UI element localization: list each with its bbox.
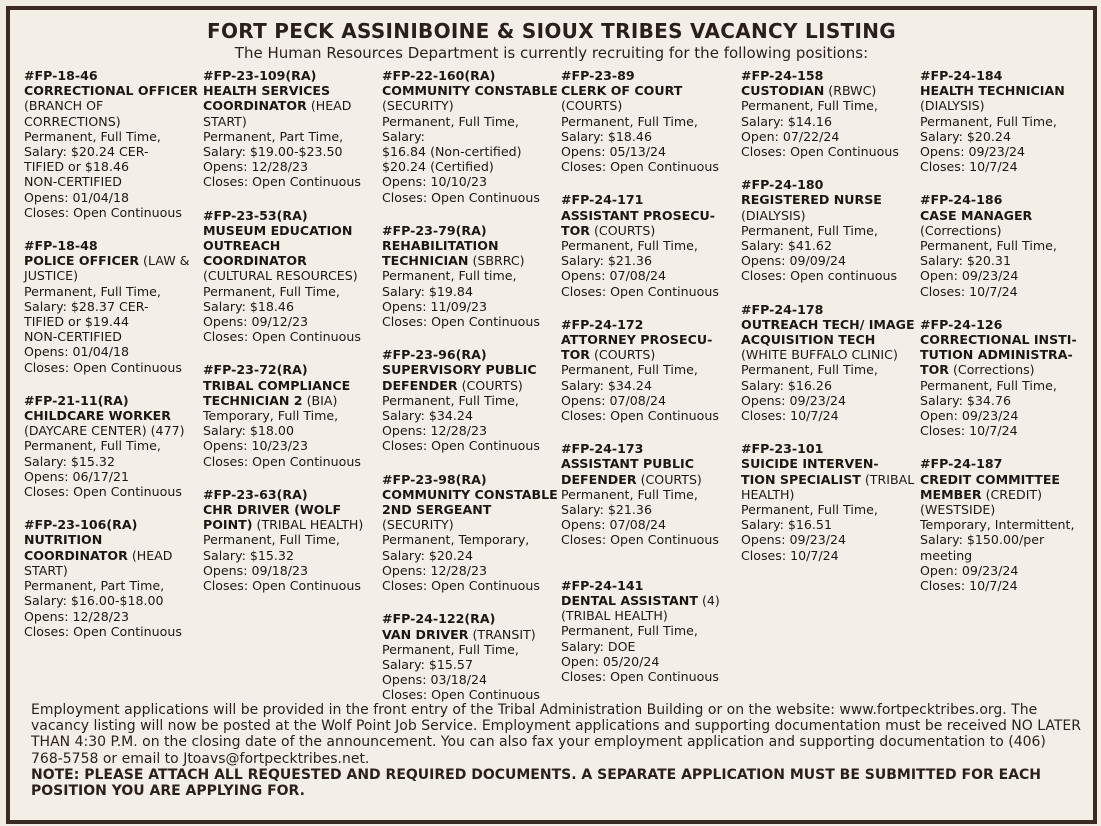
job-listing (382, 223, 558, 329)
job-heading (741, 317, 917, 363)
job-detail: Closes: Open Continuous (24, 359, 182, 375)
job-code: #FP-24-187 (920, 456, 1003, 472)
job-detail: Opens: 12/28/23 (382, 562, 488, 578)
job-detail: Permanent, Full Time, (920, 377, 1057, 393)
job-department: (CULTURAL RESOURCES) (203, 268, 358, 284)
job-detail: Closes: Open Continuous (561, 408, 719, 424)
job-detail: Opens: 09/23/24 (741, 532, 847, 548)
job-detail: Salary: $20.24 (920, 128, 1011, 144)
job-title: MUSEUM EDUCATION OUTREACH COORDINATOR (203, 222, 353, 269)
job-detail: Salary: $20.24 (382, 547, 473, 563)
job-title: CLERK OF COURT (561, 83, 683, 99)
job-title: ASSISTANT PROSECU- TOR (561, 207, 715, 238)
job-detail: Closes: Open Continuous (24, 204, 182, 220)
job-code: #FP-23-96(RA) (382, 347, 487, 363)
job-heading (382, 627, 558, 642)
job-detail: Salary: $19.00-$23.50 (203, 144, 343, 160)
job-detail: Permanent, Full Time, (203, 532, 340, 548)
job-heading (382, 83, 558, 113)
job-detail: Opens: 12/28/23 (24, 608, 130, 624)
job-heading (920, 472, 1088, 518)
job-detail: Opens: 07/08/24 (561, 392, 667, 408)
job-detail: Salary: $16.51 (741, 517, 832, 533)
job-department: (4) (TRIBAL HEALTH) (561, 592, 720, 624)
job-title: OUTREACH TECH/ IMAGE ACQUISITION TECH (741, 316, 915, 348)
job-title: SUICIDE INTERVEN- TION SPECIALIST (741, 456, 879, 487)
job-detail: Salary: $150.00/per (920, 532, 1045, 548)
job-detail: Permanent, Full Time, (203, 283, 340, 299)
job-code: #FP-24-172 (561, 316, 644, 332)
job-detail: meeting (920, 547, 973, 563)
job-detail: Permanent, Full time, (382, 268, 517, 284)
job-detail: Salary: $18.00 (203, 423, 294, 439)
job-title: REGISTERED NURSE (741, 192, 882, 208)
job-detail: Closes: Open Continuous (382, 438, 540, 454)
job-title: CHILDCARE WORKER (24, 408, 171, 424)
job-code: #FP-23-72(RA) (203, 362, 308, 378)
job-detail: NON-CERTIFIED (24, 329, 122, 345)
job-detail: Opens: 01/04/18 (24, 344, 130, 360)
job-code: #FP-23-53(RA) (203, 207, 308, 223)
job-detail: Permanent, Full Time, (561, 238, 698, 254)
job-detail: Permanent, Full Time, (382, 113, 519, 129)
job-department: (BIA) (306, 392, 338, 408)
job-detail: Open: 07/22/24 (741, 128, 840, 144)
column-2 (203, 68, 379, 593)
job-detail: Permanent, Full Time, (741, 362, 878, 378)
job-title: CREDIT COMMITTEE MEMBER (920, 471, 1061, 502)
job-title: ASSISTANT PUBLIC DEFENDER (561, 456, 694, 487)
job-detail: Salary: $21.36 (561, 502, 652, 518)
job-code: #FP-18-48 (24, 238, 98, 254)
column-4 (561, 68, 737, 684)
job-detail: Closes: Open Continuous (24, 623, 182, 639)
job-detail: Salary: $16.00-$18.00 (24, 593, 164, 609)
job-listing (561, 578, 737, 684)
job-detail: Salary: $21.36 (561, 253, 652, 269)
job-listing (382, 68, 558, 205)
job-department: (SECURITY) (382, 517, 454, 533)
job-detail: Closes: 10/7/24 (741, 408, 839, 424)
job-department: (TRANSIT) (472, 626, 536, 642)
job-department: (BRANCH OF CORRECTIONS) (24, 98, 121, 129)
job-title: CHR DRIVER (WOLF POINT) (203, 502, 342, 533)
job-detail: Opens: 07/08/24 (561, 268, 667, 284)
job-detail: Permanent, Full Time, (920, 238, 1057, 254)
job-department: (HEAD START) (203, 98, 352, 129)
job-detail: Permanent, Full Time, (24, 283, 161, 299)
job-code: #FP-24-122(RA) (382, 611, 496, 627)
job-heading (203, 502, 379, 532)
job-code: #FP-24-158 (741, 68, 824, 83)
job-heading (920, 83, 1088, 113)
job-detail: Opens: 09/18/23 (203, 562, 309, 578)
job-code: #FP-24-178 (741, 301, 824, 317)
job-department: (COURTS) (561, 98, 623, 114)
job-detail: Permanent, Part Time, (203, 128, 344, 144)
job-detail: Permanent, Full Time, (561, 113, 698, 129)
job-heading (561, 593, 737, 623)
job-title: HEALTH TECHNICIAN (920, 83, 1065, 99)
job-detail: Closes: Open Continuous (382, 687, 540, 703)
job-code: #FP-23-98(RA) (382, 471, 487, 487)
job-detail: Salary: $20.24 CER- (24, 144, 149, 160)
job-title: CUSTODIAN (741, 83, 825, 99)
job-code: #FP-23-109(RA) (203, 68, 317, 83)
job-department: (DIALYSIS) (741, 207, 806, 223)
job-detail: Closes: Open Continuous (203, 329, 361, 345)
job-detail: Permanent, Full Time, (741, 98, 878, 114)
job-detail: Closes: Open Continuous (741, 144, 899, 160)
job-detail: Permanent, Full Time, (24, 438, 161, 454)
job-code: #FP-24-184 (920, 68, 1003, 83)
job-detail: Closes: Open Continuous (203, 453, 361, 469)
job-detail: Opens: 06/17/21 (24, 468, 130, 484)
job-code: #FP-22-160(RA) (382, 68, 496, 83)
listing-frame (6, 6, 1097, 824)
job-detail: Salary: $15.32 (203, 547, 294, 563)
job-heading (24, 253, 200, 283)
job-detail: Closes: 10/7/24 (920, 283, 1018, 299)
job-title: HEALTH SERVICES COORDINATOR (203, 83, 331, 114)
job-listing (561, 192, 737, 298)
job-department: (HEAD START) (24, 547, 173, 578)
job-department: (SBRRC) (472, 253, 525, 269)
job-listing (24, 68, 200, 220)
job-detail: Open: 09/23/24 (920, 268, 1019, 284)
job-detail: Permanent, Part Time, (24, 578, 165, 594)
job-detail: Permanent, Full Time, (920, 113, 1057, 129)
job-department: (COURTS) (594, 347, 656, 363)
job-detail: Temporary, Full Time, (203, 408, 339, 424)
application-instructions: Employment applications will be provided in the front entry of the Tribal Administration Building or on the website: www.fortpecktribes.org. The vacancy listing will now be posted at the Wolf Point Job Service. Employment applications and supporting documentation must be received NO LATER THAN 4:30 P.M. on the closing date of the announcement. You can also fax your employment application and supporting documentation to (406) 768-5758 or email to Jtoavs@fortpecktribes.net. (31, 702, 1081, 767)
job-detail: Opens: 01/04/18 (24, 189, 130, 205)
job-listing (203, 68, 379, 190)
job-department: (COURTS) (594, 222, 656, 238)
job-listing (561, 317, 737, 423)
job-code: #FP-23-89 (561, 68, 635, 83)
important-note: NOTE: PLEASE ATTACH ALL REQUESTED AND REQUIRED DOCUMENTS. A SEPARATE APPLICATION MUST BE SUBMITTED FOR EACH POSITION YOU ARE APPLYING FOR. (31, 767, 1042, 800)
job-listing (920, 68, 1088, 174)
job-code: #FP-23-79(RA) (382, 222, 487, 238)
job-code: #FP-18-46 (24, 68, 98, 83)
job-detail: Closes: 10/7/24 (920, 423, 1018, 439)
job-title: COMMUNITY CONSTABLE (382, 83, 558, 99)
job-detail: Opens: 10/23/23 (203, 438, 309, 454)
job-department: (SECURITY) (382, 98, 454, 114)
job-detail: TIFIED or $19.44 (24, 314, 129, 330)
job-detail: Temporary, Intermittent, (920, 517, 1075, 533)
job-title: SUPERVISORY PUBLIC DEFENDER (382, 362, 537, 393)
job-detail: NON-CERTIFIED (24, 174, 122, 190)
job-heading (382, 362, 558, 392)
job-department: (DIALYSIS) (920, 98, 985, 114)
job-detail: Permanent, Full Time, (741, 502, 878, 518)
job-listing (24, 393, 200, 499)
job-detail: Closes: Open Continuous (382, 189, 540, 205)
job-listing (561, 441, 737, 547)
job-listing (203, 362, 379, 468)
job-heading (741, 456, 917, 502)
job-detail: $20.24 (Certified) (382, 159, 494, 175)
job-code: #FP-21-11(RA) (24, 392, 129, 408)
job-listing (741, 441, 917, 563)
job-heading (24, 532, 200, 578)
job-detail: Opens: 05/13/24 (561, 144, 667, 160)
job-detail: Salary: DOE (561, 638, 636, 654)
job-title: POLICE OFFICER (24, 253, 140, 269)
job-listing (382, 472, 558, 594)
job-detail: Closes: Open Continuous (382, 314, 540, 330)
job-heading (203, 223, 379, 284)
page-title: FORT PECK ASSINIBOINE & SIOUX TRIBES VACANCY LISTING (207, 19, 896, 43)
page-subtitle: The Human Resources Department is currently recruiting for the following positions: (234, 44, 869, 62)
job-detail: Open: 05/20/24 (561, 653, 660, 669)
job-detail: Permanent, Full Time, (24, 128, 161, 144)
job-department: (COURTS) (640, 471, 702, 487)
job-detail: Salary: $14.16 (741, 113, 832, 129)
job-detail: Opens: 09/12/23 (203, 314, 309, 330)
job-listing (741, 177, 917, 283)
job-code: #FP-24-180 (741, 177, 824, 193)
job-detail: Opens: 12/28/23 (203, 159, 309, 175)
job-detail: Salary: (382, 128, 425, 144)
job-listing (24, 517, 200, 639)
job-department: (COURTS) (461, 377, 523, 393)
job-heading (561, 456, 737, 486)
job-detail: Opens: 09/09/24 (741, 253, 847, 269)
job-detail: Permanent, Full Time, (561, 362, 698, 378)
job-heading (382, 487, 558, 533)
job-heading (741, 192, 917, 222)
job-detail: Open: 09/23/24 (920, 562, 1019, 578)
job-listing (741, 68, 917, 159)
job-detail: Closes: Open Continuous (561, 668, 719, 684)
job-detail: Salary: $15.57 (382, 656, 473, 672)
job-detail: Closes: Open Continuous (561, 159, 719, 175)
job-heading (920, 332, 1088, 378)
job-department: (Corrections) (953, 362, 1035, 378)
job-listing (741, 302, 917, 424)
job-detail: Closes: 10/7/24 (741, 547, 839, 563)
job-heading (24, 408, 200, 438)
job-detail: Closes: 10/7/24 (920, 159, 1018, 175)
job-detail: Permanent, Full Time, (741, 222, 878, 238)
job-code: #FP-24-186 (920, 192, 1003, 208)
job-detail: Salary: $18.46 (561, 128, 652, 144)
job-detail: Closes: 10/7/24 (920, 578, 1018, 594)
job-detail: Salary: $34.24 (382, 408, 473, 424)
job-detail: Salary: $34.76 (920, 392, 1011, 408)
job-listing (203, 487, 379, 593)
column-3 (382, 68, 558, 703)
job-department: (Corrections) (920, 222, 1002, 238)
job-detail: Closes: Open Continuous (203, 174, 361, 190)
job-heading (561, 83, 737, 113)
job-detail: Salary: $41.62 (741, 238, 832, 254)
job-department: (LAW & JUSTICE) (24, 253, 190, 284)
job-code: #FP-23-101 (741, 441, 824, 457)
job-listing (382, 347, 558, 453)
job-heading (203, 83, 379, 129)
job-code: #FP-23-63(RA) (203, 486, 308, 502)
job-heading (561, 332, 737, 362)
job-code: #FP-23-106(RA) (24, 517, 138, 533)
job-heading (382, 238, 558, 268)
job-detail: Salary: $34.24 (561, 377, 652, 393)
job-title: CORRECTIONAL INSTI- TUTION ADMINISTRA- TOR (920, 332, 1077, 378)
job-code: #FP-24-173 (561, 441, 644, 457)
job-department: (CREDIT) (WESTSIDE) (920, 486, 1043, 518)
job-detail: Opens: 07/08/24 (561, 517, 667, 533)
job-title: DENTAL ASSISTANT (561, 592, 698, 608)
job-detail: TIFIED or $18.46 (24, 159, 129, 175)
job-heading (561, 208, 737, 238)
job-detail: $16.84 (Non-certified) (382, 144, 522, 160)
job-listing (24, 238, 200, 375)
job-detail: Closes: Open Continuous (382, 578, 540, 594)
job-department: (DAYCARE CENTER) (477) (24, 423, 185, 439)
job-detail: Permanent, Full Time, (561, 486, 698, 502)
job-title: NUTRITION COORDINATOR (24, 532, 128, 563)
job-heading (741, 83, 917, 98)
job-detail: Closes: Open Continuous (203, 578, 361, 594)
job-title: TRIBAL COMPLIANCE TECHNICIAN 2 (203, 377, 351, 408)
job-detail: Opens: 10/10/23 (382, 174, 488, 190)
job-detail: Salary: $18.46 (203, 298, 294, 314)
job-detail: Opens: 11/09/23 (382, 298, 488, 314)
job-department: (TRIBAL HEALTH) (256, 517, 364, 533)
job-heading (203, 378, 379, 408)
job-detail: Closes: Open Continuous (561, 283, 719, 299)
job-detail: Salary: $15.32 (24, 453, 115, 469)
job-listing (561, 68, 737, 174)
job-title: VAN DRIVER (382, 626, 469, 642)
job-heading (24, 83, 200, 129)
job-department: (WHITE BUFFALO CLINIC) (741, 347, 898, 363)
job-listing (203, 208, 379, 345)
job-department: (RBWC) (828, 83, 877, 99)
job-title: CORRECTIONAL OFFICER (24, 83, 199, 99)
job-detail: Closes: Open Continuous (24, 484, 182, 500)
job-detail: Opens: 09/23/24 (920, 144, 1026, 160)
job-code: #FP-24-126 (920, 316, 1003, 332)
job-listing (920, 456, 1088, 593)
job-detail: Salary: $28.37 CER- (24, 298, 149, 314)
job-detail: Permanent, Full Time, (561, 623, 698, 639)
column-6 (920, 68, 1088, 593)
job-detail: Open: 09/23/24 (920, 408, 1019, 424)
job-listing (920, 317, 1088, 439)
job-detail: Permanent, Full Time, (382, 641, 519, 657)
job-detail: Salary: $19.84 (382, 283, 473, 299)
job-title: REHABILITATION TECHNICIAN (382, 238, 499, 269)
job-listing (382, 611, 558, 702)
job-detail: Opens: 12/28/23 (382, 423, 488, 439)
job-title: ATTORNEY PROSECU- TOR (561, 332, 713, 363)
job-title: COMMUNITY CONSTABLE 2ND SERGEANT (382, 486, 558, 518)
job-detail: Salary: $16.26 (741, 377, 832, 393)
job-detail: Permanent, Temporary, (382, 532, 530, 548)
job-code: #FP-24-141 (561, 577, 644, 593)
column-5 (741, 68, 917, 563)
column-1 (24, 68, 200, 639)
job-heading (920, 208, 1088, 238)
job-code: #FP-24-171 (561, 192, 644, 208)
job-detail: Closes: Open continuous (741, 268, 898, 284)
job-department: (TRIBAL HEALTH) (741, 471, 915, 502)
job-detail: Closes: Open Continuous (561, 532, 719, 548)
job-listing (920, 192, 1088, 298)
job-detail: Salary: $20.31 (920, 253, 1011, 269)
job-detail: Opens: 03/18/24 (382, 672, 488, 688)
job-detail: Permanent, Full Time, (382, 392, 519, 408)
job-title: CASE MANAGER (920, 207, 1033, 223)
job-detail: Opens: 09/23/24 (741, 392, 847, 408)
